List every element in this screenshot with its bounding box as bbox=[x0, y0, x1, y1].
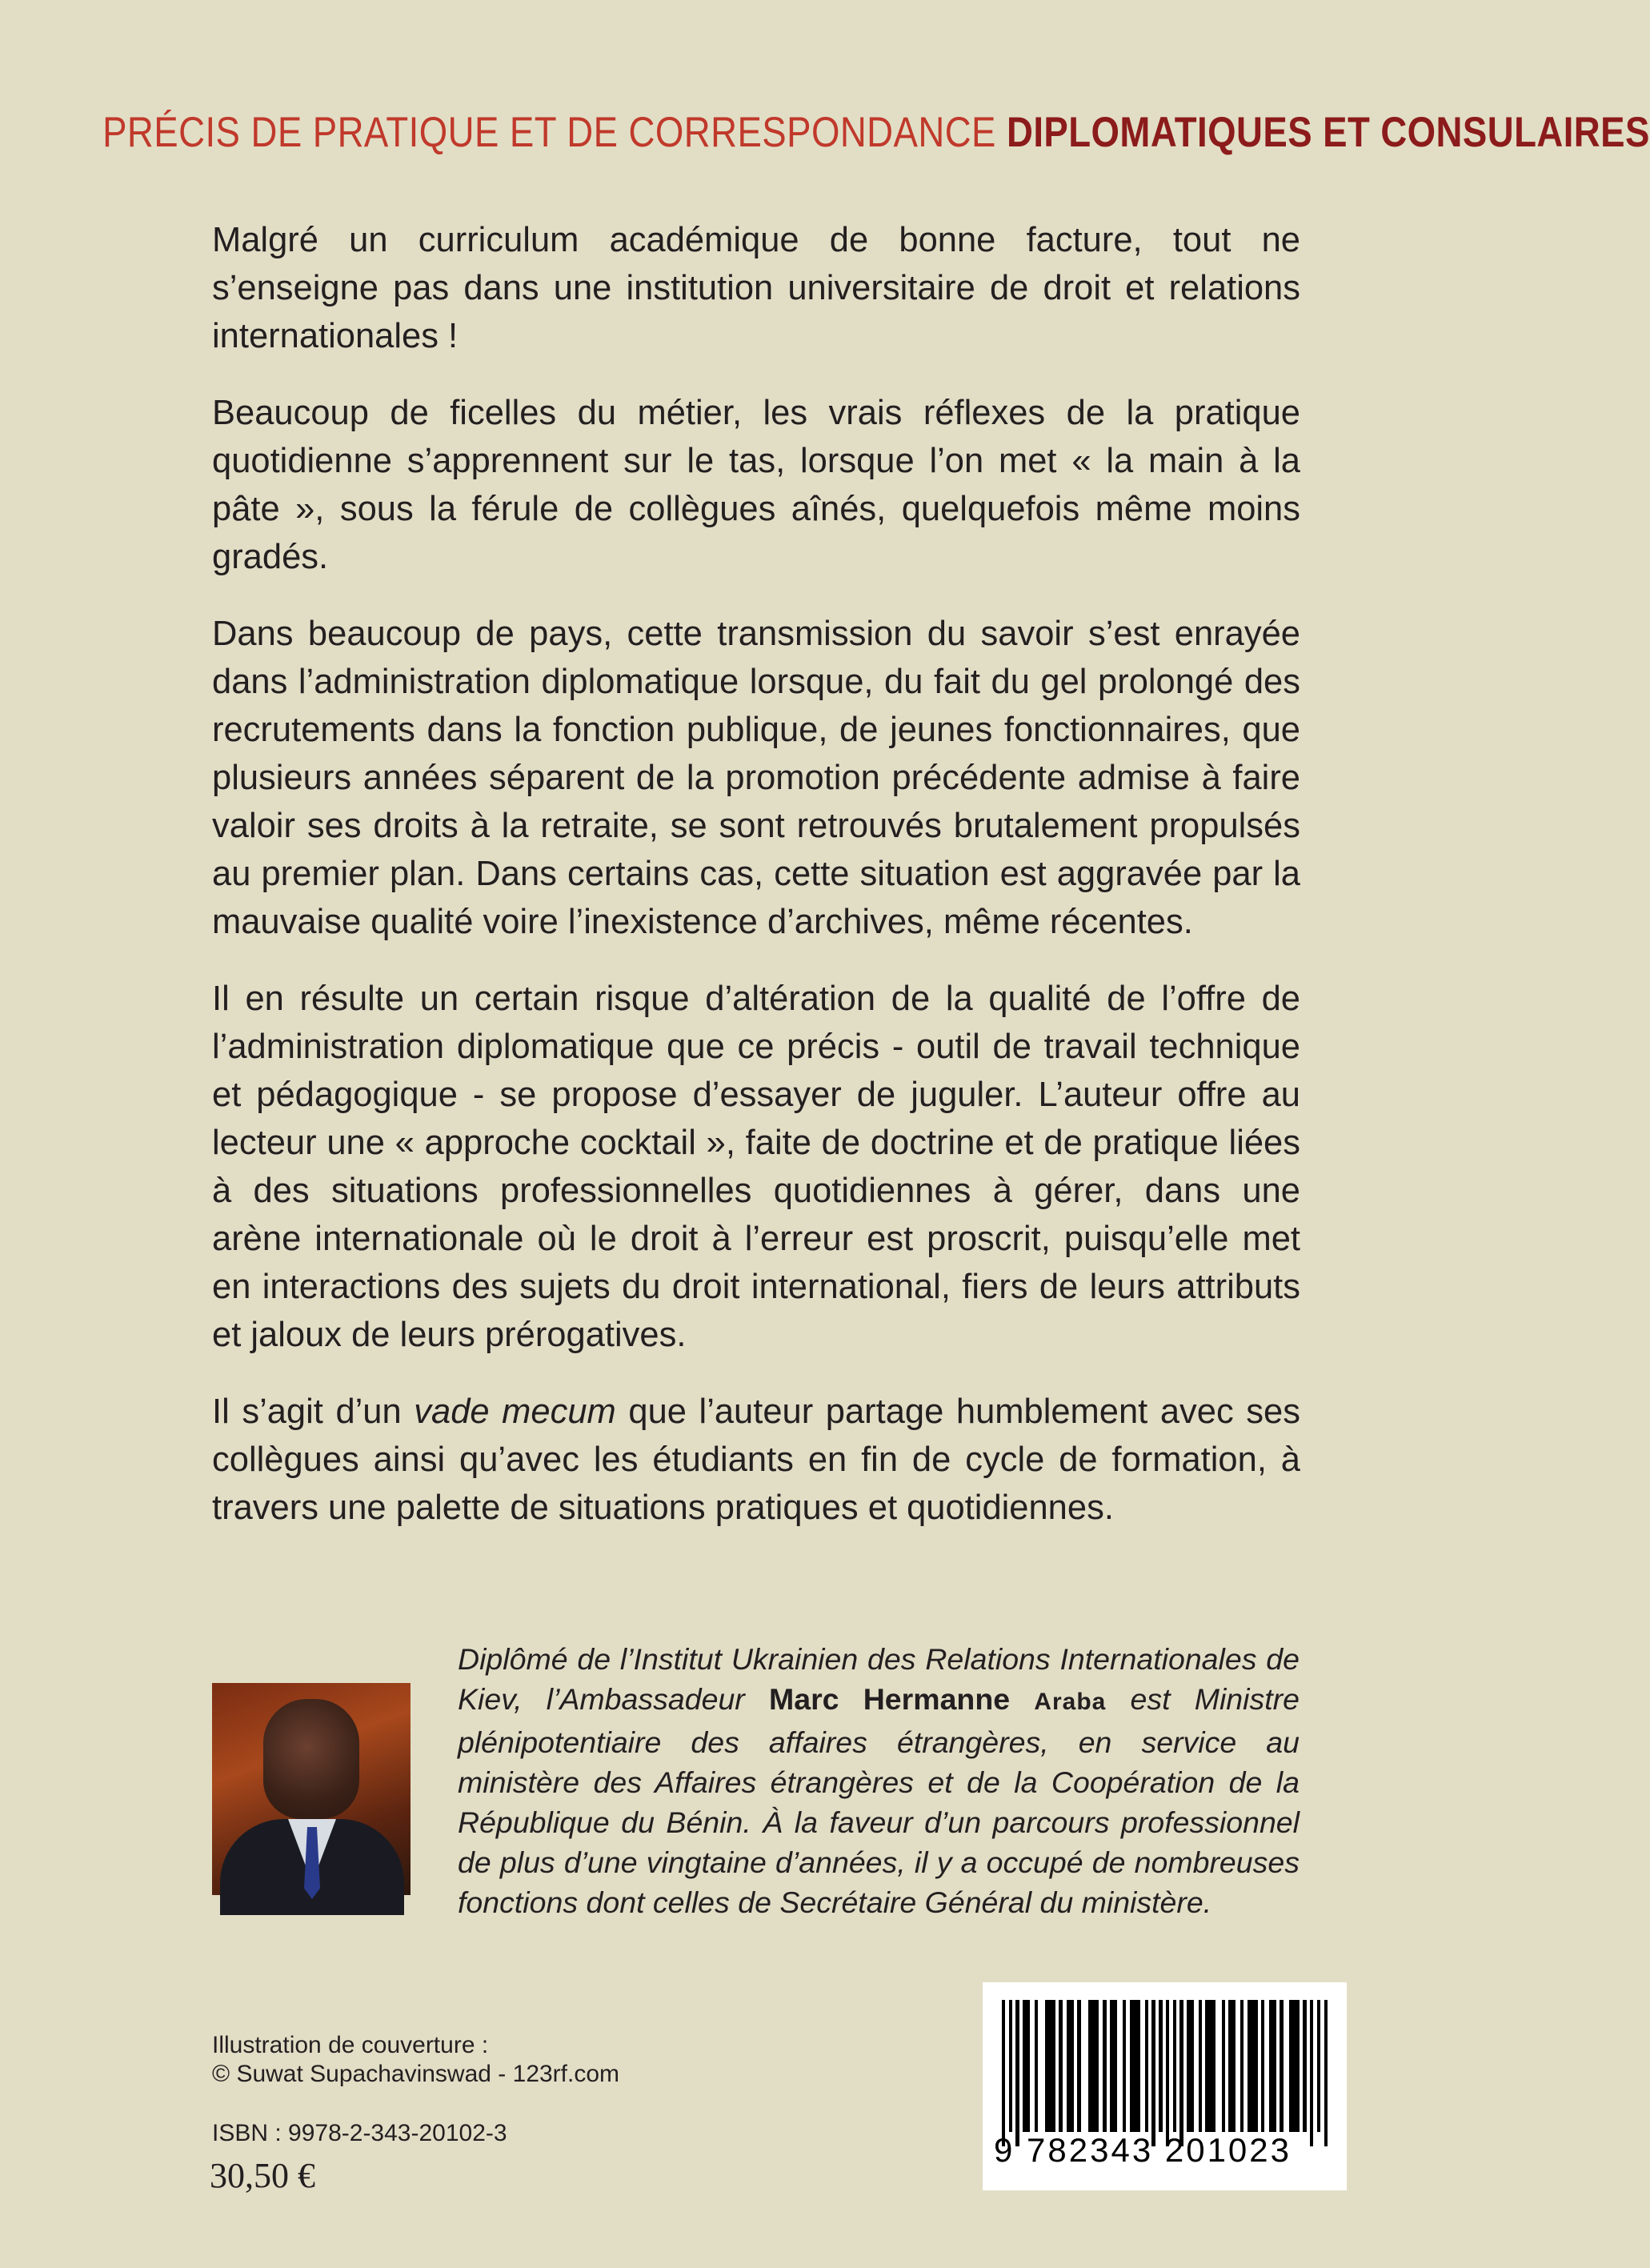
barcode-bars bbox=[1002, 2000, 1328, 2142]
barcode-bar bbox=[1324, 2000, 1328, 2146]
paragraph-3: Dans beaucoup de pays, cette transmission du savoir s’est enrayée dans l’administration diplomatique lorsque, du fait du gel prolongé des recrutements dans la fonction publique, de jeunes fonctionnaires, que plusieurs années séparent de la promotion précédente admise à faire valoir ses droits à la retraite, se sont retrouvés brutalement propulsés au premier plan. Dans certains cas, cette situation est aggravée par la mauvaise qualité voire l’inexistence d’archives, même récentes. bbox=[212, 615, 1300, 941]
barcode-bar bbox=[1179, 2000, 1183, 2146]
barcode-bar bbox=[1205, 2000, 1215, 2132]
barcode-bar bbox=[1222, 2000, 1225, 2132]
barcode-bar bbox=[1035, 2000, 1038, 2132]
barcode-bar bbox=[1110, 2000, 1117, 2132]
barcode-bar bbox=[1002, 2000, 1005, 2146]
paragraph-4: Il en résulte un certain risque d’altération de la qualité de l’offre de l’administration diplomatique que ce précis - outil de travail technique et pédagogique - se propose d’essayer de juguler. L’auteur offre au lecteur une « approche cocktail », faite de doctrine et de pratique liées à des situations professionnelles quotidiennes à gérer, dans une arène internationale où le droit à l’erreur est proscrit, puisqu’elle met en interactions des sujets du droit international, fiers de leurs attributs et jaloux de leurs prérogatives. bbox=[212, 980, 1300, 1354]
author-surname: Araba bbox=[1034, 1689, 1107, 1715]
barcode-bar bbox=[1015, 2000, 1019, 2146]
barcode-bar bbox=[1130, 2000, 1140, 2132]
back-cover-text bbox=[212, 216, 1300, 1532]
barcode-bar bbox=[1310, 2000, 1313, 2146]
barcode-bar bbox=[1045, 2000, 1055, 2132]
barcode-bar bbox=[1145, 2000, 1148, 2132]
barcode-bar bbox=[1067, 2000, 1074, 2132]
barcode-bar bbox=[1269, 2000, 1276, 2132]
isbn: ISBN : 9978-2-343-20102-3 bbox=[212, 2120, 507, 2146]
barcode bbox=[983, 1982, 1347, 2190]
barcode-bar bbox=[1009, 2000, 1012, 2132]
barcode-bar bbox=[1173, 2000, 1176, 2132]
barcode-bar bbox=[1103, 2000, 1106, 2132]
barcode-bar bbox=[1303, 2000, 1306, 2132]
barcode-bar bbox=[1088, 2000, 1099, 2132]
paragraph-2: Beaucoup de ficelles du métier, les vrais réflexes de la pratique quotidienne s’apprennent sur le tas, lorsque l’on met « la main à la pâte », sous la férule de collègues aînés, quelquefois même moins gradés. bbox=[212, 394, 1300, 576]
paragraph-5 bbox=[212, 1388, 1300, 1532]
title-light: PRÉCIS DE PRATIQUE ET DE CORRESPONDANCE bbox=[102, 109, 996, 156]
barcode-bar bbox=[1261, 2000, 1264, 2132]
author-name: Marc Hermanne bbox=[768, 1682, 1011, 1716]
barcode-bar bbox=[1123, 2000, 1126, 2132]
price: 30,50 € bbox=[210, 2156, 315, 2195]
paragraph-5-italic: vade mecum bbox=[414, 1392, 616, 1431]
barcode-bar bbox=[1240, 2000, 1244, 2132]
bio-end: est Ministre plénipotentiaire des affaires étrangères, en service au ministère des Affaires étrangères et de la Coopération de la République du Bénin. À la faveur d’un parcours professionnel de plus d’une vingtaine d’années, il y a occupé de nombreuses fonctions dont celles de Secrétaire Général du ministère. bbox=[458, 1682, 1300, 1919]
barcode-bar bbox=[1159, 2000, 1162, 2132]
barcode-bar bbox=[1280, 2000, 1283, 2132]
paragraph-1: Malgré un curriculum académique de bonne facture, tout ne s’enseigne pas dans une institution universitaire de droit et relations internationales ! bbox=[212, 221, 1300, 355]
barcode-digits: 9 782343 201023 bbox=[994, 2131, 1292, 2169]
barcode-bar bbox=[1317, 2000, 1320, 2132]
cover-credits bbox=[212, 2031, 772, 2089]
barcode-bar bbox=[1187, 2000, 1194, 2132]
barcode-bar bbox=[1166, 2000, 1169, 2146]
barcode-bar bbox=[1228, 2000, 1235, 2132]
barcode-bar bbox=[1199, 2000, 1202, 2132]
barcode-bar bbox=[1059, 2000, 1062, 2132]
cover-title bbox=[102, 102, 1650, 163]
barcode-bar bbox=[1289, 2000, 1300, 2132]
bio-start: Diplômé de l’Institut Ukrainien des Relations Internationales de Kiev, l’Ambassadeur bbox=[458, 1642, 1300, 1716]
barcode-bar bbox=[1151, 2000, 1155, 2146]
barcode-bar bbox=[1023, 2000, 1030, 2132]
author-photo bbox=[212, 1683, 410, 1895]
paragraph-5-end: que l’auteur partage humblement avec ses collègues ainsi qu’avec les étudiants en fin de cycle de formation, à travers une palette de situations pratiques et quotidiennes. bbox=[212, 1392, 1300, 1527]
author-bio bbox=[458, 1639, 1300, 1922]
title-bold: DIPLOMATIQUES ET CONSULAIRES bbox=[1006, 109, 1650, 156]
credits-line-2: © Suwat Supachavinswad - 123rf.com bbox=[212, 2061, 620, 2087]
paragraph-5-start: Il s’agit d’un bbox=[212, 1392, 415, 1431]
barcode-bar bbox=[1248, 2000, 1258, 2132]
barcode-bar bbox=[1077, 2000, 1080, 2132]
credits-line-1: Illustration de couverture : bbox=[212, 2032, 489, 2058]
